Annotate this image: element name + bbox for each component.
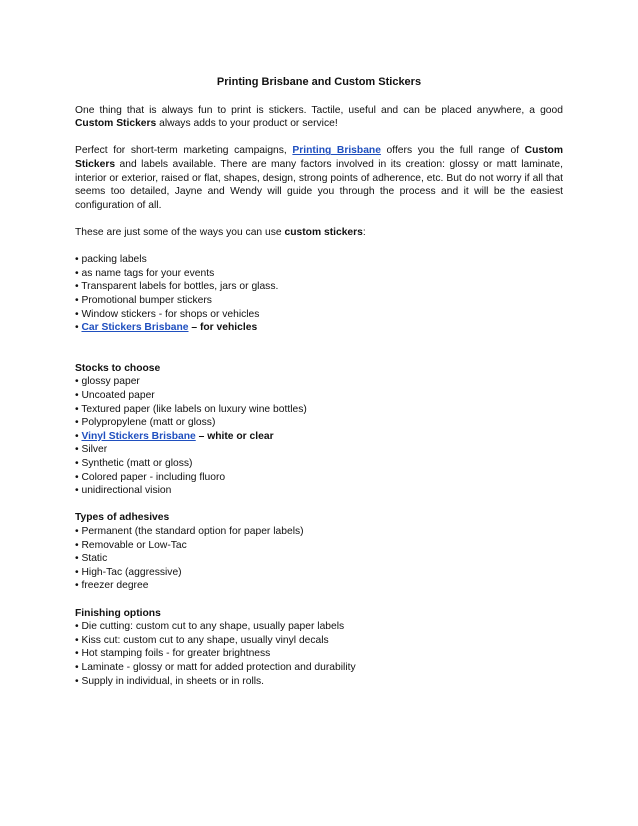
list-item: • freezer degree	[75, 580, 149, 592]
list-item: • as name tags for your events	[75, 267, 215, 279]
vinyl-stickers-brisbane-link[interactable]: Vinyl Stickers Brisbane	[81, 430, 196, 442]
list-item: • Textured paper (like labels on luxury wine bottles)	[75, 403, 307, 415]
finishing-section	[75, 607, 563, 689]
list-item: • glossy paper	[75, 376, 140, 388]
list-item: • Transparent labels for bottles, jars or glass.	[75, 281, 279, 293]
list-item: • Synthetic (matt or gloss)	[75, 458, 193, 470]
marketing-paragraph: Perfect for short-term marketing campaigns, Printing Brisbane offers you the full range of Custom Stickers and labels available. There are many factors involved in its creation: glossy or matt laminate, interior or exterior, raised or flat, shapes, design, strong points of adherence, etc. But do not worry if all that seems too detailed, Jayne and Wendy will guide you through the process and it will be the easiest configuration of all.	[75, 145, 563, 211]
list-item: • Window stickers - for shops or vehicles	[75, 308, 260, 320]
list-item: • Silver	[75, 444, 108, 456]
adhesives-heading: Types of adhesives	[75, 512, 170, 524]
uses-list	[75, 253, 563, 335]
list-item: • Permanent (the standard option for paper labels)	[75, 526, 304, 537]
stocks-section	[75, 362, 563, 498]
uses-intro-paragraph: These are just some of the ways you can use custom stickers:	[75, 226, 366, 238]
list-item: • Die cutting: custom cut to any shape, usually paper labels	[75, 621, 345, 633]
list-item: • Kiss cut: custom cut to any shape, usually vinyl decals	[75, 634, 329, 646]
list-item: • unidirectional vision	[75, 485, 172, 497]
list-item: • Hot stamping foils - for greater brightness	[75, 648, 271, 660]
stocks-heading: Stocks to choose	[75, 362, 161, 374]
adhesives-section	[75, 511, 563, 593]
printing-brisbane-link[interactable]: Printing Brisbane	[292, 145, 381, 157]
intro-paragraph: One thing that is always fun to print is stickers. Tactile, useful and can be placed anywhere, a good Custom Stickers always adds to your product or service!	[75, 104, 563, 130]
list-item: • Supply in individual, in sheets or in rolls.	[75, 675, 265, 687]
list-item: • Colored paper - including fluoro	[75, 471, 226, 483]
list-item: • Removable or Low-Tac	[75, 539, 187, 551]
list-item: • Vinyl Stickers Brisbane – white or clear	[75, 430, 274, 442]
list-item: • Laminate - glossy or matt for added protection and durability	[75, 661, 356, 673]
car-stickers-brisbane-link[interactable]: Car Stickers Brisbane	[81, 322, 189, 334]
list-item: • High-Tac (aggressive)	[75, 566, 182, 578]
list-item: • packing labels	[75, 254, 147, 266]
list-item: • Car Stickers Brisbane – for vehicles	[75, 322, 258, 334]
list-item: • Promotional bumper stickers	[75, 294, 212, 306]
list-item: • Polypropylene (matt or gloss)	[75, 417, 216, 429]
finishing-heading: Finishing options	[75, 607, 161, 619]
list-item: • Static	[75, 553, 108, 565]
document-title: Printing Brisbane and Custom Stickers	[216, 76, 422, 88]
list-item: • Uncoated paper	[75, 390, 155, 402]
